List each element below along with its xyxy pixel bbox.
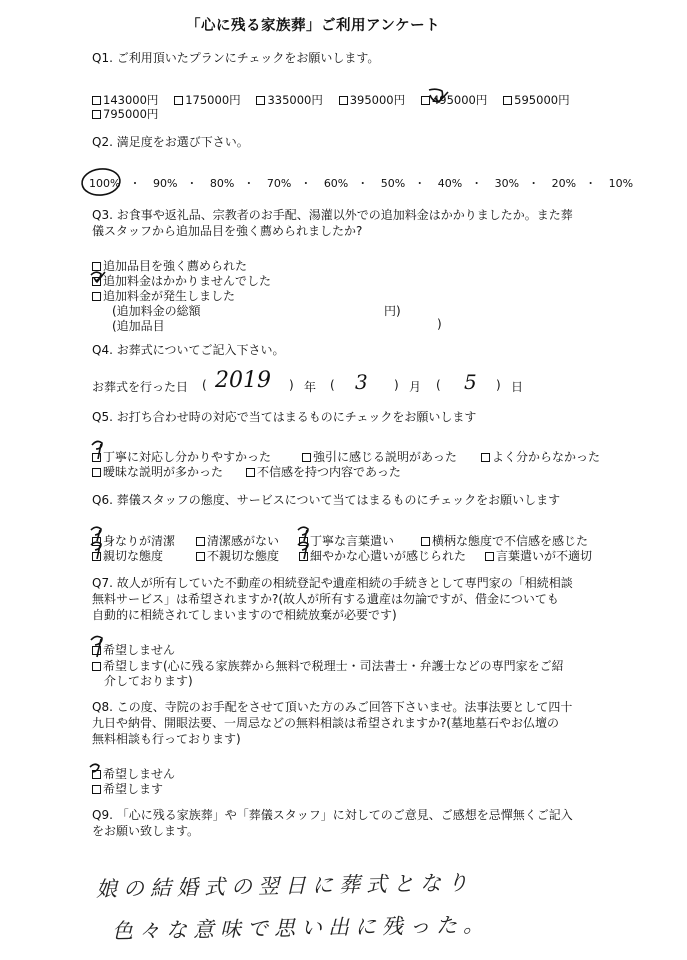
- q7-option-request[interactable]: 希望します(心に残る家族葬から無料で税理士・司法書士・弁護士などの専門家をご紹: [92, 657, 564, 674]
- q6-label: Q6. 葬儀スタッフの態度、サービスについて当てはまるものにチェックをお願いします: [92, 493, 561, 507]
- q5-option-polite[interactable]: 丁寧に対応し分かりやすかった: [92, 448, 271, 465]
- q6-option-unkind[interactable]: 不親切な態度: [196, 547, 279, 564]
- q6-option-arrogant[interactable]: 横柄な態度で不信感を感じた: [421, 532, 588, 549]
- q9-label-line2: をお願い致します。: [92, 824, 200, 838]
- q3-option-extra-charge[interactable]: 追加料金が発生しました: [92, 287, 235, 304]
- q4-year-open-paren: (: [202, 378, 207, 392]
- checkbox[interactable]: [246, 468, 255, 477]
- checkbox[interactable]: [92, 110, 101, 119]
- q3-extra-items-label: (追加品目: [112, 319, 165, 333]
- q4-month-value[interactable]: 3: [355, 370, 368, 394]
- q7-option-decline[interactable]: 希望しません: [92, 641, 175, 658]
- q7-handwritten-check-mark: [86, 633, 108, 661]
- q9-answer-line2[interactable]: 色々な意味で思い出に残った。: [111, 912, 491, 944]
- q3-extra-items-close: ): [437, 317, 442, 331]
- q2-option-40[interactable]: 40%: [437, 177, 463, 190]
- q1-option-175000[interactable]: 175000円: [174, 92, 240, 108]
- q1-option-143000[interactable]: 143000円: [92, 92, 158, 108]
- q4-month-close-paren: ): [394, 378, 399, 392]
- q7-label-line3: 自動的に相続されてしまいますので相続放棄が必要です): [92, 608, 397, 622]
- checkbox[interactable]: [485, 552, 494, 561]
- q2-option-20[interactable]: 20%: [551, 177, 577, 190]
- checkbox[interactable]: [196, 552, 205, 561]
- q6-option-kind[interactable]: 親切な態度: [92, 547, 163, 564]
- q3-label-line1: Q3. お食事や返礼品、宗教者のお手配、湯灌以外での追加料金はかかりましたか。また葬: [92, 208, 573, 222]
- q4-date-row: [92, 378, 188, 395]
- q4-day-unit: 日: [511, 380, 524, 394]
- q2-option-30[interactable]: 30%: [494, 177, 520, 190]
- q5-option-distrust[interactable]: 不信感を持つ内容であった: [246, 463, 401, 480]
- q3-extra-total-unit: 円): [384, 304, 401, 318]
- q9-label-line1: Q9. 「心に残る家族葬」や「葬儀スタッフ」に対してのご意見、ご感想を忌憚無くご記入: [92, 808, 573, 822]
- q4-label: Q4. お葬式についてご記入下さい。: [92, 343, 285, 357]
- q8-label-line2: 九日や納骨、開眼法要、一周忌などの無料相談は希望されますか?(墓地墓石やお仏壇の: [92, 716, 560, 730]
- checkbox[interactable]: [196, 537, 205, 546]
- q4-month-unit: 月: [409, 380, 422, 394]
- q6-option-not-clean[interactable]: 清潔感がない: [196, 532, 279, 549]
- q7-label-line1: Q7. 故人が所有していた不動産の相続登記や遺産相続の手続きとして専門家の「相続相談: [92, 576, 573, 590]
- q1-option-795000[interactable]: 795000円: [92, 106, 158, 122]
- q6-option-considerate[interactable]: 細やかな心遣いが感じられた: [299, 547, 466, 564]
- q2-option-50[interactable]: 50%: [380, 177, 406, 190]
- q3-handwritten-check-mark: [88, 268, 108, 286]
- q3-option-no-extra-charge[interactable]: 追加料金はかかりませんでした: [92, 272, 271, 289]
- q5-option-ambiguous[interactable]: 曖昧な説明が多かった: [92, 463, 223, 480]
- q6-handwritten-check-marks-left: [86, 524, 108, 564]
- q3-option-strongly-recommended[interactable]: 追加品目を強く薦められた: [92, 257, 247, 274]
- page-title: 「心に残る家族葬」ご利用アンケート: [186, 18, 441, 34]
- q2-label: Q2. 満足度をお選び下さい。: [92, 135, 249, 149]
- q2-option-10[interactable]: 10%: [608, 177, 634, 190]
- q6-option-inappropriate-language[interactable]: 言葉遣いが不適切: [485, 547, 592, 564]
- q6-option-clean-appearance[interactable]: 身なりが清潔: [92, 532, 175, 549]
- q2-option-90[interactable]: 90%: [152, 177, 178, 190]
- q4-day-value[interactable]: 5: [464, 370, 477, 394]
- checkbox[interactable]: [481, 453, 490, 462]
- checkbox[interactable]: [92, 96, 101, 105]
- checkbox[interactable]: [421, 537, 430, 546]
- q1-handwritten-check-mark: [426, 86, 450, 106]
- q1-option-335000[interactable]: 335000円: [256, 92, 322, 108]
- q3-label-line2: 儀スタッフから追加品目を強く薦められましたか?: [92, 224, 363, 238]
- q8-handwritten-check-mark: [87, 760, 105, 776]
- q2-option-100[interactable]: 100%: [89, 177, 121, 190]
- q4-day-close-paren: ): [496, 378, 501, 392]
- q1-option-395000[interactable]: 395000円: [339, 92, 405, 108]
- q4-date-label: お葬式を行った日: [92, 380, 189, 394]
- checkbox[interactable]: [174, 96, 183, 105]
- q4-month-open-paren: (: [330, 378, 335, 392]
- q1-options-row2: [92, 106, 170, 122]
- q1-option-495000[interactable]: 495000円: [421, 92, 487, 108]
- q5-option-forceful[interactable]: 強引に感じる説明があった: [302, 448, 457, 465]
- q6-option-polite-language[interactable]: 丁寧な言葉遣い: [299, 532, 394, 549]
- q8-option-request[interactable]: 希望します: [92, 780, 163, 797]
- q1-option-595000[interactable]: 595000円: [503, 92, 569, 108]
- q4-year-close-paren: ): [289, 378, 294, 392]
- q8-option-decline[interactable]: 希望しません: [92, 765, 175, 782]
- checkbox[interactable]: [92, 292, 101, 301]
- q9-answer-line1[interactable]: 娘の結婚式の翌日に葬式となり: [95, 870, 475, 902]
- q3-extra-total-label: (追加料金の総額: [112, 304, 201, 318]
- q6-handwritten-check-marks-right: [293, 524, 315, 564]
- q7-option-request-line2: 介しております): [104, 674, 193, 688]
- checkbox[interactable]: [339, 96, 348, 105]
- q8-label-line1: Q8. この度、寺院のお手配をさせて頂いた方のみご回答下さいませ。法事法要として四十: [92, 700, 573, 714]
- q2-handwritten-circle-mark: [78, 165, 126, 199]
- q4-day-open-paren: (: [436, 378, 441, 392]
- q2-options: 100% ・ 90% ・ 80% ・ 70% ・ 60% ・ 50% ・ 40% ・ 30% ・ 20% ・ 10%: [89, 177, 634, 190]
- q7-label-line2: 無料サービス」は希望されますか?(故人が所有する遺産は勿論ですが、借金についても: [92, 592, 559, 606]
- q8-label-line3: 無料相談も行っております): [92, 732, 241, 746]
- q5-handwritten-check-mark: [87, 437, 109, 461]
- checkbox[interactable]: [302, 453, 311, 462]
- checkbox[interactable]: [92, 662, 101, 671]
- checkbox[interactable]: [256, 96, 265, 105]
- checkbox[interactable]: [92, 785, 101, 794]
- q2-option-60[interactable]: 60%: [323, 177, 349, 190]
- q5-label: Q5. お打ち合わせ時の対応で当てはまるものにチェックをお願いします: [92, 410, 477, 424]
- q1-label: Q1. ご利用頂いたプランにチェックをお願いします。: [92, 51, 380, 65]
- checkbox[interactable]: [503, 96, 512, 105]
- checkbox[interactable]: [92, 468, 101, 477]
- q2-option-80[interactable]: 80%: [209, 177, 235, 190]
- q4-year-value[interactable]: 2019: [215, 368, 271, 393]
- q2-option-70[interactable]: 70%: [266, 177, 292, 190]
- q4-year-unit: 年: [304, 380, 317, 394]
- q5-option-unclear[interactable]: よく分からなかった: [481, 448, 600, 465]
